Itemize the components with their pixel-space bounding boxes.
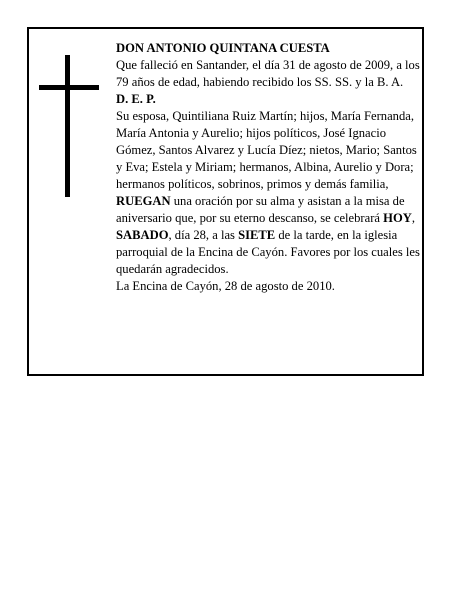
request-text-1: una oración por su alma y asistan a la misa de aniversario que, por su eterno descanso, se celebrará xyxy=(116,194,405,225)
deceased-name: DON ANTONIO QUINTANA CUESTA xyxy=(116,41,330,55)
siete-text: SIETE xyxy=(238,228,276,242)
request-text-3: de la tarde, en la iglesia parroquial de la Encina de Cayón. Favores por los cuales les quedarán agradecidos. xyxy=(116,228,420,276)
family-list: Su esposa, Quintiliana Ruiz Martín; hijos, María Fernanda, María Antonia y Aurelio; hijos políticos, José Ignacio Gómez, Santos Alvarez y Lucía Díez; nietos, Mario; Santos y Eva; Estela y Miriam; hermanos, Albina, Aurelio y Dora; hermanos políticos, sobrinos, primos y demás familia, xyxy=(116,109,417,191)
obituary-notice xyxy=(27,27,424,376)
notice-text xyxy=(116,40,421,295)
rest-in-peace: D. E. P. xyxy=(116,92,156,106)
mass-request xyxy=(116,193,421,278)
request-text-2: , día 28, a las xyxy=(168,228,239,242)
cross-icon xyxy=(39,55,99,197)
ruegan-text: RUEGAN xyxy=(116,194,171,208)
cross-vertical-bar xyxy=(65,55,70,197)
sabado-text: SABADO xyxy=(116,228,169,242)
place-date: La Encina de Cayón, 28 de agosto de 2010. xyxy=(116,279,335,293)
death-details: Que falleció en Santander, el día 31 de agosto de 2009, a los 79 años de edad, habiendo recibido los SS. SS. y la B. A. xyxy=(116,58,420,89)
cross-horizontal-bar xyxy=(39,85,99,90)
hoy-text: HOY xyxy=(383,211,412,225)
comma-text: , xyxy=(411,211,415,225)
